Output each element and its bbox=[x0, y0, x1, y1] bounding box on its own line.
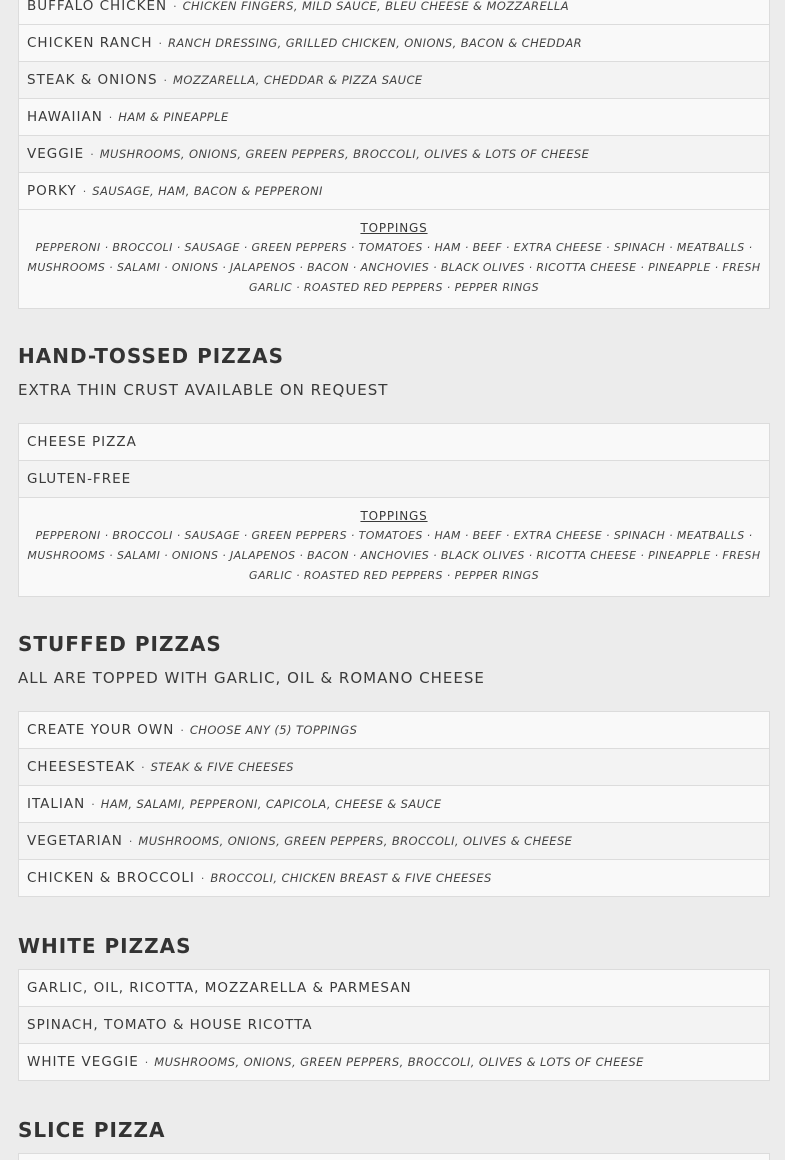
slice-pizza-table bbox=[18, 1153, 770, 1160]
toppings-list: PEPPERONI · BROCCOLI · SAUSAGE · GREEN PEPPERS · TOMATOES · HAM · BEEF · EXTRA CHEESE · SPINACH · MEATBALLS · MUSHROOMS · SALAMI · ONIONS · JALAPENOS · BACON · ANCHOVIES · BLACK OLIVES · RICOTTA CHEESE · PINEAPPLE · FRESH GARLIC · ROASTED RED PEPPERS · PEPPER RINGS bbox=[27, 241, 761, 294]
separator: · bbox=[180, 723, 184, 737]
item-description: HAM, SALAMI, PEPPERONI, CAPICOLA, CHEESE & SAUCE bbox=[100, 797, 442, 811]
menu-item bbox=[19, 1006, 769, 1043]
item-name: STEAK & ONIONS bbox=[27, 72, 158, 88]
menu-item bbox=[19, 135, 769, 172]
menu-item bbox=[19, 748, 769, 785]
separator: · bbox=[108, 110, 113, 124]
item-name: CHICKEN RANCH bbox=[27, 35, 153, 51]
separator: · bbox=[163, 73, 168, 87]
item-name: CHEESE PIZZA bbox=[27, 434, 137, 450]
section-title-stuffed: STUFFED PIZZAS bbox=[18, 632, 222, 656]
specialty-pizza-table bbox=[18, 0, 770, 309]
separator: · bbox=[158, 36, 163, 50]
section-title-slice: SLICE PIZZA bbox=[18, 1118, 166, 1142]
item-description: CHICKEN FINGERS, MILD SAUCE, BLEU CHEESE & MOZZARELLA bbox=[182, 0, 569, 13]
menu-item bbox=[19, 172, 769, 209]
menu-item bbox=[19, 460, 769, 497]
item-description: RANCH DRESSING, GRILLED CHICKEN, ONIONS, BACON & CHEDDAR bbox=[168, 36, 582, 50]
item-name: BUFFALO CHICKEN bbox=[27, 0, 168, 14]
item-description: SAUSAGE, HAM, BACON & PEPPERONI bbox=[92, 184, 323, 198]
white-pizza-table bbox=[18, 969, 770, 1081]
hand-tossed-table bbox=[18, 423, 770, 597]
item-description: BROCCOLI, CHICKEN BREAST & FIVE CHEESES bbox=[210, 871, 492, 885]
toppings-list: PEPPERONI · BROCCOLI · SAUSAGE · GREEN PEPPERS · TOMATOES · HAM · BEEF · EXTRA CHEESE · SPINACH · MEATBALLS · MUSHROOMS · SALAMI · ONIONS · JALAPENOS · BACON · ANCHOVIES · BLACK OLIVES · RICOTTA CHEESE · PINEAPPLE · FRESH GARLIC · ROASTED RED PEPPERS · PEPPER RINGS bbox=[27, 529, 761, 582]
section-title-hand-tossed: HAND-TOSSED PIZZAS bbox=[18, 344, 285, 368]
menu-item bbox=[19, 785, 769, 822]
toppings-row bbox=[19, 497, 769, 596]
separator: · bbox=[91, 797, 95, 811]
toppings-title: TOPPINGS bbox=[360, 509, 428, 523]
item-name: SPINACH, TOMATO & HOUSE RICOTTA bbox=[27, 1017, 313, 1033]
item-name: PORKY bbox=[27, 183, 77, 199]
menu-item bbox=[19, 822, 769, 859]
menu-item bbox=[19, 24, 769, 61]
item-description: MUSHROOMS, ONIONS, GREEN PEPPERS, BROCCOLI, OLIVES & CHEESE bbox=[138, 834, 573, 848]
item-name: GLUTEN-FREE bbox=[27, 471, 132, 487]
separator: · bbox=[90, 147, 94, 161]
item-name: ITALIAN bbox=[27, 796, 86, 812]
menu-item bbox=[19, 712, 769, 748]
item-description: CHOOSE ANY (5) TOPPINGS bbox=[189, 723, 358, 737]
item-name: VEGETARIAN bbox=[27, 833, 123, 849]
menu-item bbox=[19, 61, 769, 98]
section-subtitle-stuffed: ALL ARE TOPPED WITH GARLIC, OIL & ROMANO CHEESE bbox=[18, 669, 485, 687]
item-description: HAM & PINEAPPLE bbox=[118, 110, 229, 124]
menu-item bbox=[19, 0, 769, 24]
menu-item bbox=[19, 859, 769, 896]
item-name: CHICKEN & BROCCOLI bbox=[27, 870, 195, 886]
menu-item bbox=[19, 98, 769, 135]
separator: · bbox=[128, 834, 133, 848]
stuffed-table bbox=[18, 711, 770, 897]
section-subtitle-hand-tossed: EXTRA THIN CRUST AVAILABLE ON REQUEST bbox=[18, 381, 389, 399]
menu-item bbox=[19, 970, 769, 1006]
item-description: MOZZARELLA, CHEDDAR & PIZZA SAUCE bbox=[173, 73, 423, 87]
separator: · bbox=[82, 184, 87, 198]
toppings-row bbox=[19, 209, 769, 308]
separator: · bbox=[173, 0, 177, 13]
item-name: CREATE YOUR OWN bbox=[27, 722, 175, 738]
item-name: GARLIC, OIL, RICOTTA, MOZZARELLA & PARMESAN bbox=[27, 980, 412, 996]
separator: · bbox=[200, 871, 205, 885]
separator: · bbox=[141, 760, 145, 774]
item-name: WHITE VEGGIE bbox=[27, 1054, 139, 1070]
item-description: STEAK & FIVE CHEESES bbox=[150, 760, 294, 774]
item-description: MUSHROOMS, ONIONS, GREEN PEPPERS, BROCCOLI, OLIVES & LOTS OF CHEESE bbox=[99, 147, 590, 161]
item-name: CHEESESTEAK bbox=[27, 759, 136, 775]
toppings-title: TOPPINGS bbox=[360, 221, 428, 235]
item-name: HAWAIIAN bbox=[27, 109, 103, 125]
item-description: MUSHROOMS, ONIONS, GREEN PEPPERS, BROCCOLI, OLIVES & LOTS OF CHEESE bbox=[154, 1055, 644, 1069]
item-name: VEGGIE bbox=[27, 146, 85, 162]
menu-item bbox=[19, 424, 769, 460]
separator: · bbox=[144, 1055, 149, 1069]
section-title-white: WHITE PIZZAS bbox=[18, 934, 192, 958]
menu-item bbox=[19, 1043, 769, 1080]
